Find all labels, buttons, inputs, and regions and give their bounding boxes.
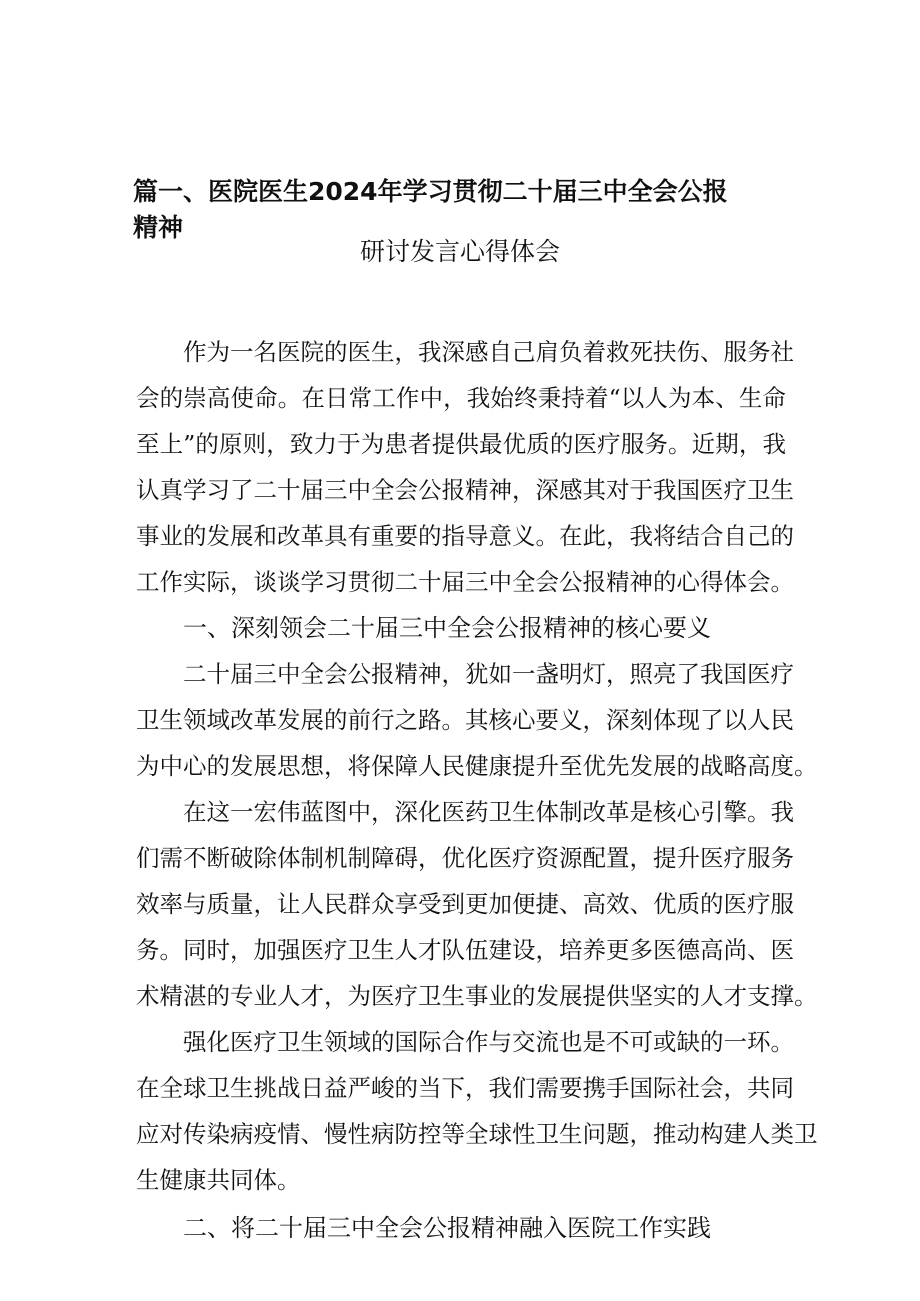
paragraph-line: 为中心的发展思想，将保障人民健康提升至优先发展的战略高度。 — [136, 752, 818, 780]
paragraph-line: 事业的发展和改革具有重要的指导意义。在此，我将结合自己的 — [136, 522, 794, 550]
paragraph-line: 认真学习了二十届三中全会公报精神，深感其对于我国医疗卫生 — [136, 476, 794, 504]
paragraph-line: 术精湛的专业人才，为医疗卫生事业的发展提供坚实的人才支撑。 — [136, 982, 818, 1010]
paragraph-line: 效率与质量，让人民群众享受到更加便捷、高效、优质的医疗服 — [136, 890, 794, 918]
paragraph-line: 至上”的原则，致力于为患者提供最优质的医疗服务。近期，我 — [136, 430, 786, 458]
paragraph-line: 会的崇高使命。在日常工作中，我始终秉持着“以人为本、生命 — [136, 384, 786, 412]
paragraph-line: 在这一宏伟蓝图中，深化医药卫生体制改革是核心引擎。我 — [183, 798, 794, 826]
paragraph-line: 二十届三中全会公报精神，犹如一盏明灯，照亮了我国医疗 — [183, 660, 794, 688]
paragraph-line: 应对传染病疫情、慢性病防控等全球性卫生问题，推动构建人类卫 — [136, 1120, 818, 1148]
paragraph-line: 强化医疗卫生领域的国际合作与交流也是不可或缺的一环。 — [183, 1028, 794, 1056]
paragraph-line: 务。同时，加强医疗卫生人才队伍建设，培养更多医德高尚、医 — [136, 936, 794, 964]
paragraph-line: 卫生领域改革发展的前行之路。其核心要义，深刻体现了以人民 — [136, 706, 794, 734]
section-heading-2: 二、将二十届三中全会公报精神融入医院工作实践 — [183, 1214, 711, 1242]
paragraph-line: 工作实际，谈谈学习贯彻二十届三中全会公报精神的心得体会。 — [136, 568, 794, 596]
paragraph-line: 们需不断破除体制机制障碍，优化医疗资源配置，提升医疗服务 — [136, 844, 794, 872]
section-heading-1: 一、深刻领会二十届三中全会公报精神的核心要义 — [183, 614, 711, 642]
paragraph-line: 生健康共同体。 — [136, 1166, 301, 1194]
document-subtitle: 研讨发言心得体会 — [359, 237, 560, 266]
document-title: 篇一、医院医生2024年学习贯彻二十届三中全会公报精神 — [133, 177, 728, 242]
paragraph-line: 在全球卫生挑战日益严峻的当下，我们需要携手国际社会，共同 — [136, 1074, 794, 1102]
paragraph-line: 作为一名医院的医生，我深感自己肩负着救死扶伤、服务社 — [183, 338, 794, 366]
